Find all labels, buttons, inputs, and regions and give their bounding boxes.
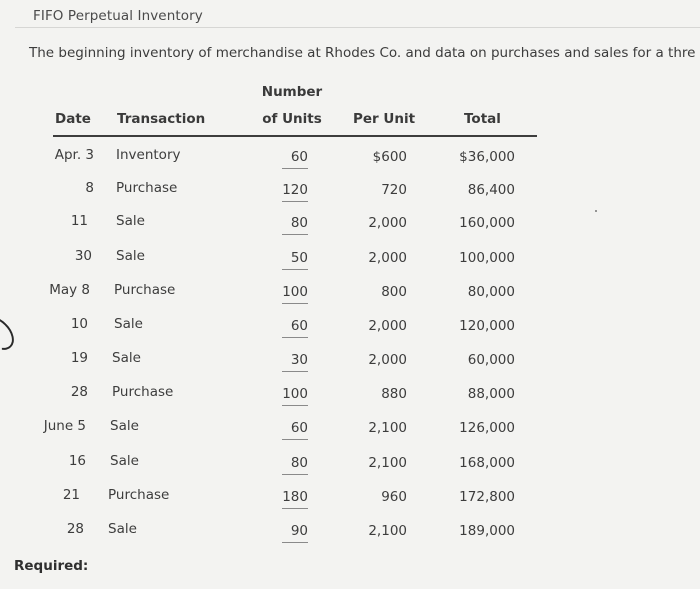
- header-per-unit: Per Unit: [353, 111, 416, 127]
- row-units: 30: [290, 352, 308, 368]
- row-per-unit: 2,000: [368, 215, 407, 231]
- row-transaction: Purchase: [116, 180, 178, 196]
- row-per-unit: 720: [381, 182, 407, 198]
- row-date: June 5: [43, 418, 86, 434]
- units-underline: [282, 371, 308, 372]
- page-title: FIFO Perpetual Inventory: [33, 8, 203, 24]
- units-underline: [282, 508, 308, 509]
- row-per-unit: 2,000: [368, 318, 407, 334]
- row-date: 21: [62, 487, 80, 503]
- row-total: 126,000: [459, 420, 515, 436]
- row-date: May 8: [49, 282, 90, 298]
- row-total: 60,000: [467, 352, 515, 368]
- row-date: 19: [70, 350, 88, 366]
- units-underline: [282, 542, 308, 543]
- header-rule: [53, 135, 537, 137]
- row-total: 172,800: [459, 489, 515, 505]
- row-transaction: Purchase: [114, 282, 176, 298]
- stray-dot: [595, 210, 597, 212]
- row-total: 88,000: [467, 386, 515, 402]
- row-per-unit: $600: [372, 149, 407, 165]
- row-per-unit: 2,000: [368, 250, 407, 266]
- row-date: 10: [70, 316, 88, 332]
- row-date: 30: [74, 248, 92, 264]
- title-divider: [15, 27, 700, 28]
- row-date: 28: [66, 521, 84, 537]
- row-total: 80,000: [467, 284, 515, 300]
- row-transaction: Purchase: [112, 384, 174, 400]
- row-date: 8: [85, 180, 94, 196]
- units-underline: [282, 303, 308, 304]
- row-per-unit: 2,100: [368, 523, 407, 539]
- row-transaction: Sale: [116, 213, 145, 229]
- row-total: $36,000: [459, 149, 515, 165]
- units-underline: [282, 474, 308, 475]
- row-total: 120,000: [459, 318, 515, 334]
- row-total: 189,000: [459, 523, 515, 539]
- row-transaction: Inventory: [116, 147, 181, 163]
- units-underline: [282, 269, 308, 270]
- row-units: 90: [290, 523, 308, 539]
- row-per-unit: 800: [381, 284, 407, 300]
- row-units: 100: [282, 386, 308, 402]
- row-transaction: Sale: [108, 521, 137, 537]
- row-date: 16: [68, 453, 86, 469]
- header-transaction: Transaction: [117, 111, 206, 127]
- row-total: 86,400: [467, 182, 515, 198]
- row-date: 11: [70, 213, 88, 229]
- header-number: Number: [261, 84, 323, 100]
- units-underline: [282, 201, 308, 202]
- row-date: 28: [70, 384, 88, 400]
- required-label: Required:: [14, 558, 89, 574]
- row-transaction: Sale: [110, 418, 139, 434]
- header-date: Date: [55, 111, 91, 127]
- row-per-unit: 2,100: [368, 455, 407, 471]
- intro-text: The beginning inventory of merchandise at Rhodes Co. and data on purchases and sales for a thre: [29, 45, 696, 61]
- row-transaction: Purchase: [108, 487, 170, 503]
- row-transaction: Sale: [116, 248, 145, 264]
- units-underline: [282, 234, 308, 235]
- header-of-units: of Units: [262, 111, 322, 127]
- units-underline: [282, 337, 308, 338]
- row-total: 168,000: [459, 455, 515, 471]
- row-units: 60: [290, 149, 308, 165]
- header-total: Total: [464, 111, 501, 127]
- row-transaction: Sale: [112, 350, 141, 366]
- row-per-unit: 880: [381, 386, 407, 402]
- row-per-unit: 2,000: [368, 352, 407, 368]
- row-units: 120: [282, 182, 308, 198]
- row-units: 100: [282, 284, 308, 300]
- row-per-unit: 2,100: [368, 420, 407, 436]
- row-total: 100,000: [459, 250, 515, 266]
- row-per-unit: 960: [381, 489, 407, 505]
- units-underline: [282, 405, 308, 406]
- row-units: 60: [290, 318, 308, 334]
- row-units: 180: [282, 489, 308, 505]
- row-transaction: Sale: [110, 453, 139, 469]
- row-transaction: Sale: [114, 316, 143, 332]
- row-units: 50: [290, 250, 308, 266]
- units-underline: [282, 439, 308, 440]
- row-units: 60: [290, 420, 308, 436]
- units-underline: [282, 168, 308, 169]
- row-units: 80: [290, 455, 308, 471]
- row-date: Apr. 3: [54, 147, 94, 163]
- row-total: 160,000: [459, 215, 515, 231]
- row-units: 80: [290, 215, 308, 231]
